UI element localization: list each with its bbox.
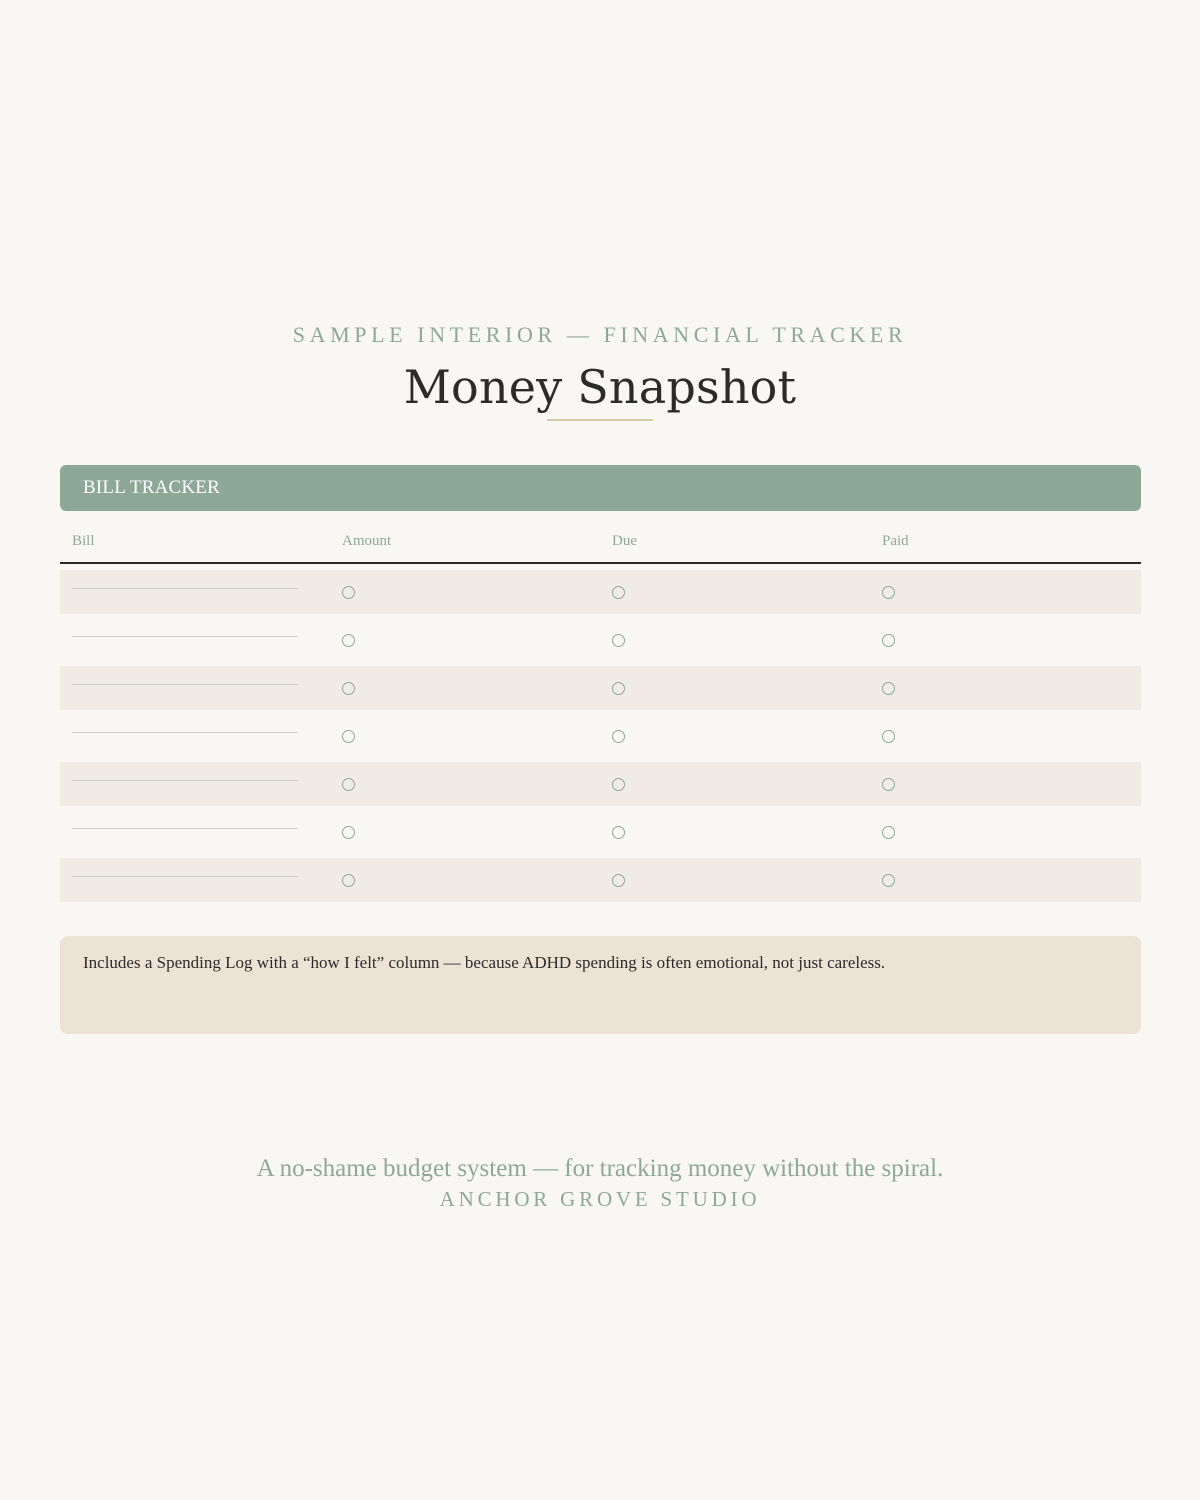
bill-write-line[interactable] (72, 636, 298, 637)
table-row (60, 570, 1141, 614)
title-underline (547, 419, 653, 421)
paid-checkbox[interactable] (882, 874, 895, 887)
column-header-due: Due (612, 533, 637, 549)
bill-tracker-title: BILL TRACKER (83, 477, 220, 498)
header-rule (60, 562, 1141, 564)
paid-checkbox[interactable] (882, 586, 895, 599)
amount-checkbox[interactable] (342, 634, 355, 647)
bill-write-line[interactable] (72, 876, 298, 877)
bill-write-line[interactable] (72, 780, 298, 781)
due-checkbox[interactable] (612, 778, 625, 791)
table-row (60, 762, 1141, 806)
eyebrow-label: SAMPLE INTERIOR — FINANCIAL TRACKER (292, 322, 908, 347)
bill-write-line[interactable] (72, 684, 298, 685)
bill-write-line[interactable] (72, 732, 298, 733)
due-checkbox[interactable] (612, 874, 625, 887)
table-row (60, 618, 1141, 662)
table-row (60, 858, 1141, 902)
due-checkbox[interactable] (612, 826, 625, 839)
column-header-paid: Paid (882, 533, 909, 549)
amount-checkbox[interactable] (342, 682, 355, 695)
bill-tracker-header (60, 465, 1141, 511)
bill-write-line[interactable] (72, 588, 298, 589)
info-note (60, 936, 1141, 1034)
table-row (60, 810, 1141, 854)
due-checkbox[interactable] (612, 682, 625, 695)
paid-checkbox[interactable] (882, 634, 895, 647)
paid-checkbox[interactable] (882, 778, 895, 791)
paid-checkbox[interactable] (882, 682, 895, 695)
page-title: Money Snapshot (403, 360, 797, 414)
info-note-text: Includes a Spending Log with a “how I felt” column — because ADHD spending is often emotional, not just careless. (83, 953, 886, 972)
footer-brand: ANCHOR GROVE STUDIO (439, 1187, 761, 1211)
table-row (60, 714, 1141, 758)
due-checkbox[interactable] (612, 586, 625, 599)
amount-checkbox[interactable] (342, 730, 355, 743)
amount-checkbox[interactable] (342, 826, 355, 839)
bill-table-body (60, 570, 1141, 906)
table-row (60, 666, 1141, 710)
amount-checkbox[interactable] (342, 586, 355, 599)
due-checkbox[interactable] (612, 730, 625, 743)
amount-checkbox[interactable] (342, 778, 355, 791)
due-checkbox[interactable] (612, 634, 625, 647)
column-header-amount: Amount (342, 533, 392, 549)
footer-tagline: A no-shame budget system — for tracking money without the spiral. (256, 1155, 944, 1182)
column-header-bill: Bill (72, 533, 95, 549)
paid-checkbox[interactable] (882, 826, 895, 839)
bill-write-line[interactable] (72, 828, 298, 829)
paid-checkbox[interactable] (882, 730, 895, 743)
amount-checkbox[interactable] (342, 874, 355, 887)
